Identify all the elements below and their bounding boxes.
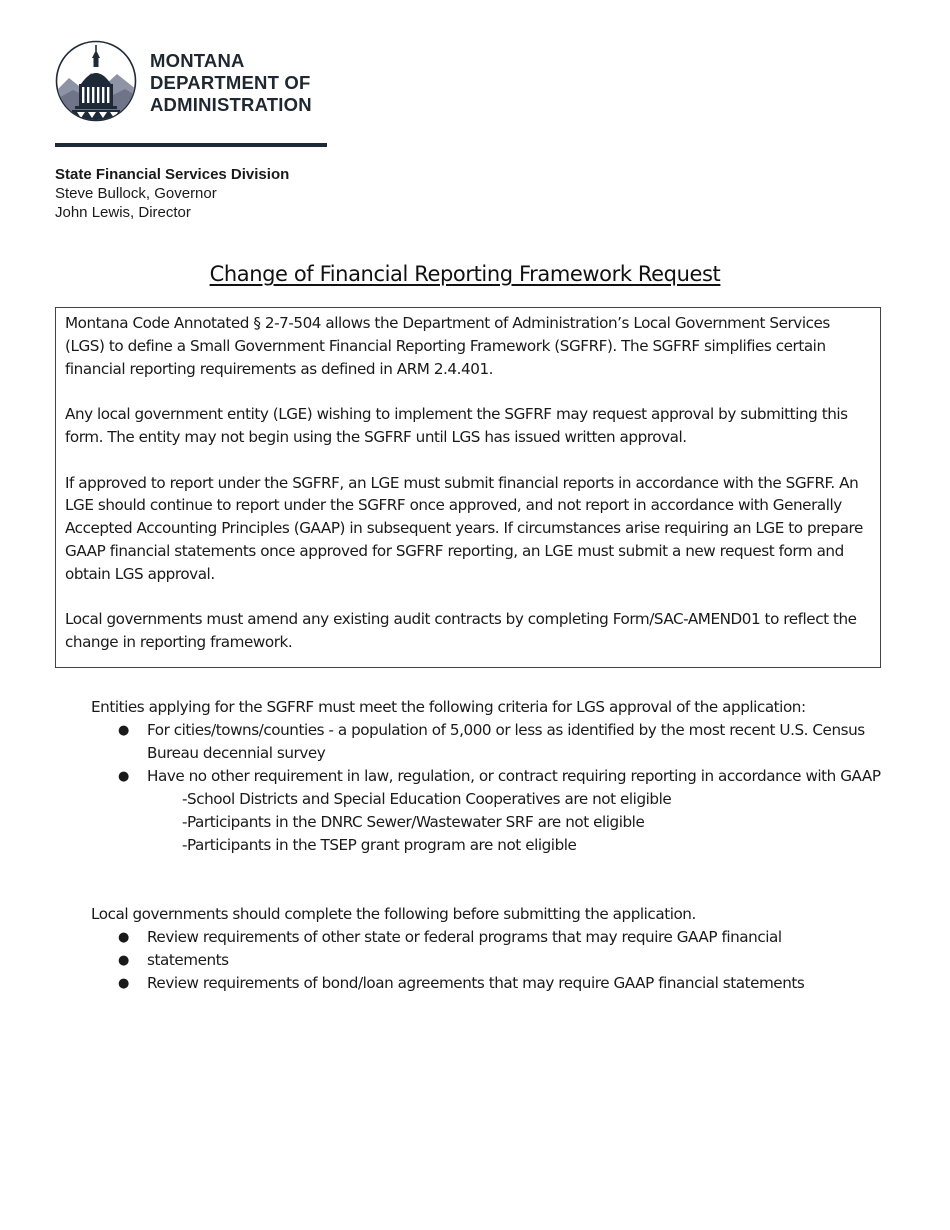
intro-box [55,307,881,668]
list-item [91,949,891,972]
director-line: John Lewis, Director [55,204,191,221]
bullet-icon: ● [118,930,129,945]
page-title: Change of Financial Reporting Framework Request [209,262,721,286]
list-item: -Participants in the DNRC Sewer/Wastewater SRF are not eligible [182,813,645,831]
before-submitting-list [91,926,891,995]
list-item [91,719,891,765]
intro-paragraph-4: Local governments must amend any existing audit contracts by completing Form/SAC-AMEND01 to reflect the change in reporting framework. [65,610,857,652]
department-logo [55,40,330,150]
before-item-text: Review requirements of bond/loan agreements that may require GAAP financial statements [147,974,805,992]
org-line-administration: ADMINISTRATION [150,94,312,115]
before-item-text: Review requirements of other state or federal programs that may require GAAP financial [147,928,782,946]
ineligible-list [91,788,891,857]
before-submitting-section [91,903,891,995]
criteria-intro: Entities applying for the SGFRF must meet the following criteria for LGS approval of the application: [91,698,806,716]
bullet-icon: ● [118,976,129,991]
criteria-item-text: Have no other requirement in law, regulation, or contract requiring reporting in accordance with GAAP [147,767,881,785]
division-info [55,165,289,222]
criteria-section [91,696,891,857]
list-item [91,926,891,949]
bullet-icon: ● [118,953,129,968]
capitol-dome-seal-icon [55,40,137,122]
before-item-text: statements [147,951,229,969]
criteria-item-text: For cities/towns/counties - a population of 5,000 or less as identified by the most recent U.S. Census Bureau decennial survey [147,721,865,762]
before-submitting-intro: Local governments should complete the following before submitting the application. [91,905,696,923]
org-line-montana: MONTANA [150,50,245,71]
department-name [150,50,312,116]
header-divider [55,143,327,147]
list-item [91,972,891,995]
list-item: -School Districts and Special Education Cooperatives are not eligible [182,790,672,808]
intro-paragraph-1: Montana Code Annotated § 2-7-504 allows the Department of Administration’s Local Government Services (LGS) to define a Small Government Financial Reporting Framework (SGFRF). The SGFRF simplifies certain financial reporting requirements as defined in ARM 2.4.401. [65,314,830,378]
division-name: State Financial Services Division [55,166,290,183]
criteria-list [91,719,891,788]
intro-paragraph-2: Any local government entity (LGE) wishing to implement the SGFRF may request approval by submitting this form. The entity may not begin using the SGFRF until LGS has issued written approval. [65,405,848,446]
list-item: -Participants in the TSEP grant program are not eligible [182,836,577,854]
intro-paragraph-3: If approved to report under the SGFRF, an LGE must submit financial reports in accordance with the SGFRF. An LGE should continue to report under the SGFRF once approved, and not report in accordance with Generally Accepted Accounting Principles (GAAP) in subsequent years. If circumstances arise requiring an LGE to prepare GAAP financial statements once approved for SGFRF reporting, an LGE must submit a new request form and obtain LGS approval. [65,473,863,583]
org-line-department-of: DEPARTMENT OF [150,72,311,93]
bullet-icon: ● [118,769,129,784]
bullet-icon: ● [118,723,129,738]
list-item [91,765,891,788]
governor-line: Steve Bullock, Governor [55,185,217,202]
